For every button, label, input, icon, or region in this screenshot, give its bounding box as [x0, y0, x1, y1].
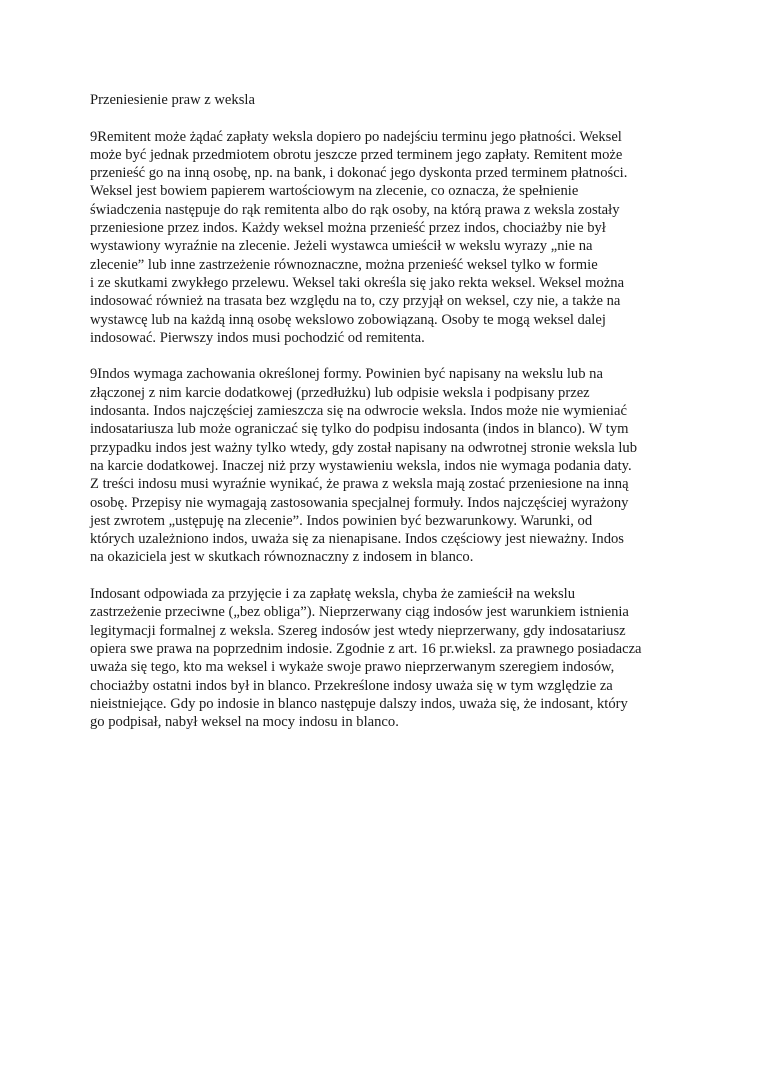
paragraph-1: [90, 128, 680, 348]
text-line: złączonej z nim karcie dodatkowej (przedłużku) lub odpisie weksla i podpisany przez: [90, 384, 590, 401]
text-line: opiera swe prawa na poprzednim indosie. Zgodnie z art. 16 pr.wieksl. za prawnego posiadacza: [90, 640, 642, 657]
text-line: 9Remitent może żądać zapłaty weksla dopiero po nadejściu terminu jego płatności. Weksel: [90, 128, 622, 145]
text-line: 9Indos wymaga zachowania określonej formy. Powinien być napisany na wekslu lub na: [90, 366, 603, 383]
text-line: osobę. Przepisy nie wymagają zastosowania specjalnej formuły. Indos najczęściej wyrażony: [90, 494, 629, 511]
text-line: na okaziciela jest w skutkach równoznaczny z indosem in blanco.: [90, 549, 474, 566]
text-line: na karcie dodatkowej. Inaczej niż przy wystawieniu weksla, indos nie wymaga podania daty.: [90, 457, 632, 474]
text-line: jest zwrotem „ustępuję na zlecenie”. Indos powinien być bezwarunkowy. Warunki, od: [90, 512, 593, 529]
text-line: wystawiony wyraźnie na zlecenie. Jeżeli wystawca umieścił w wekslu wyrazy „nie na: [90, 238, 593, 255]
text-line: indosanta. Indos najczęściej zamieszcza się na odwrocie weksla. Indos może nie wymieniać: [90, 403, 627, 420]
paragraph-2: [90, 365, 680, 566]
document-body: [90, 91, 680, 750]
text-line: indosatariusza lub może ograniczać się tylko do podpisu indosanta (indos in blanco). W tym: [90, 421, 629, 438]
text-line: których uzależniono indos, uważa się za nienapisane. Indos częściowy jest nieważny. Indos: [90, 531, 624, 548]
text-line: Weksel jest bowiem papierem wartościowym na zlecenie, co oznacza, że spełnienie: [90, 183, 579, 200]
text-line: legitymacji formalnej z weksla. Szereg indosów jest wtedy nieprzerwany, gdy indosatariusz: [90, 622, 626, 639]
text-line: nieistniejące. Gdy po indosie in blanco następuje dalszy indos, uważa się, że indosant, który: [90, 695, 628, 712]
text-line: przypadku indos jest ważny tylko wtedy, gdy został napisany na odwrotnej stronie weksla lub: [90, 439, 638, 456]
text-line: go podpisał, nabył weksel na mocy indosu in blanco.: [90, 714, 399, 731]
text-line: zastrzeżenie przeciwne („bez obliga”). Nieprzerwany ciąg indosów jest warunkiem istnienia: [90, 604, 629, 621]
text-line: wystawcę lub na każdą inną osobę wekslowo zobowiązaną. Osoby te mogą weksel dalej: [90, 311, 606, 328]
document-title: Przeniesienie praw z weksla: [90, 92, 255, 108]
paragraph-3: [90, 585, 680, 731]
text-line: Z treści indosu musi wyraźnie wynikać, że prawa z weksla mają zostać przeniesione na inną: [90, 476, 629, 493]
text-line: może być jednak przedmiotem obrotu jeszcze przed terminem jego zapłaty. Remitent może: [90, 146, 623, 163]
text-line: uważa się tego, kto ma weksel i wykaże swoje prawo nieprzerwanym szeregiem indosów,: [90, 659, 615, 676]
text-line: zlecenie” lub inne zastrzeżenie równoznaczne, można przenieść weksel tylko w formie: [90, 256, 598, 273]
text-line: przeniesione przez indos. Każdy weksel można przenieść przez indos, chociażby nie był: [90, 220, 606, 237]
text-line: Indosant odpowiada za przyjęcie i za zapłatę weksla, chyba że zamieścił na wekslu: [90, 586, 576, 603]
text-line: chociażby ostatni indos był in blanco. Przekreślone indosy uważa się w tym względzie za: [90, 677, 613, 694]
text-line: indosować również na trasata bez względu na to, czy przyjął on weksel, czy nie, a także na: [90, 293, 621, 310]
text-line: przenieść go na inną osobę, np. na bank, i dokonać jego dyskonta przed terminem płatności.: [90, 165, 628, 182]
text-line: indosować. Pierwszy indos musi pochodzić od remitenta.: [90, 329, 425, 346]
text-line: i ze skutkami zwykłego przelewu. Weksel taki określa się jako rekta weksel. Weksel można: [90, 274, 625, 291]
text-line: świadczenia następuje do rąk remitenta albo do rąk osoby, na którą prawa z weksla zostały: [90, 201, 620, 218]
